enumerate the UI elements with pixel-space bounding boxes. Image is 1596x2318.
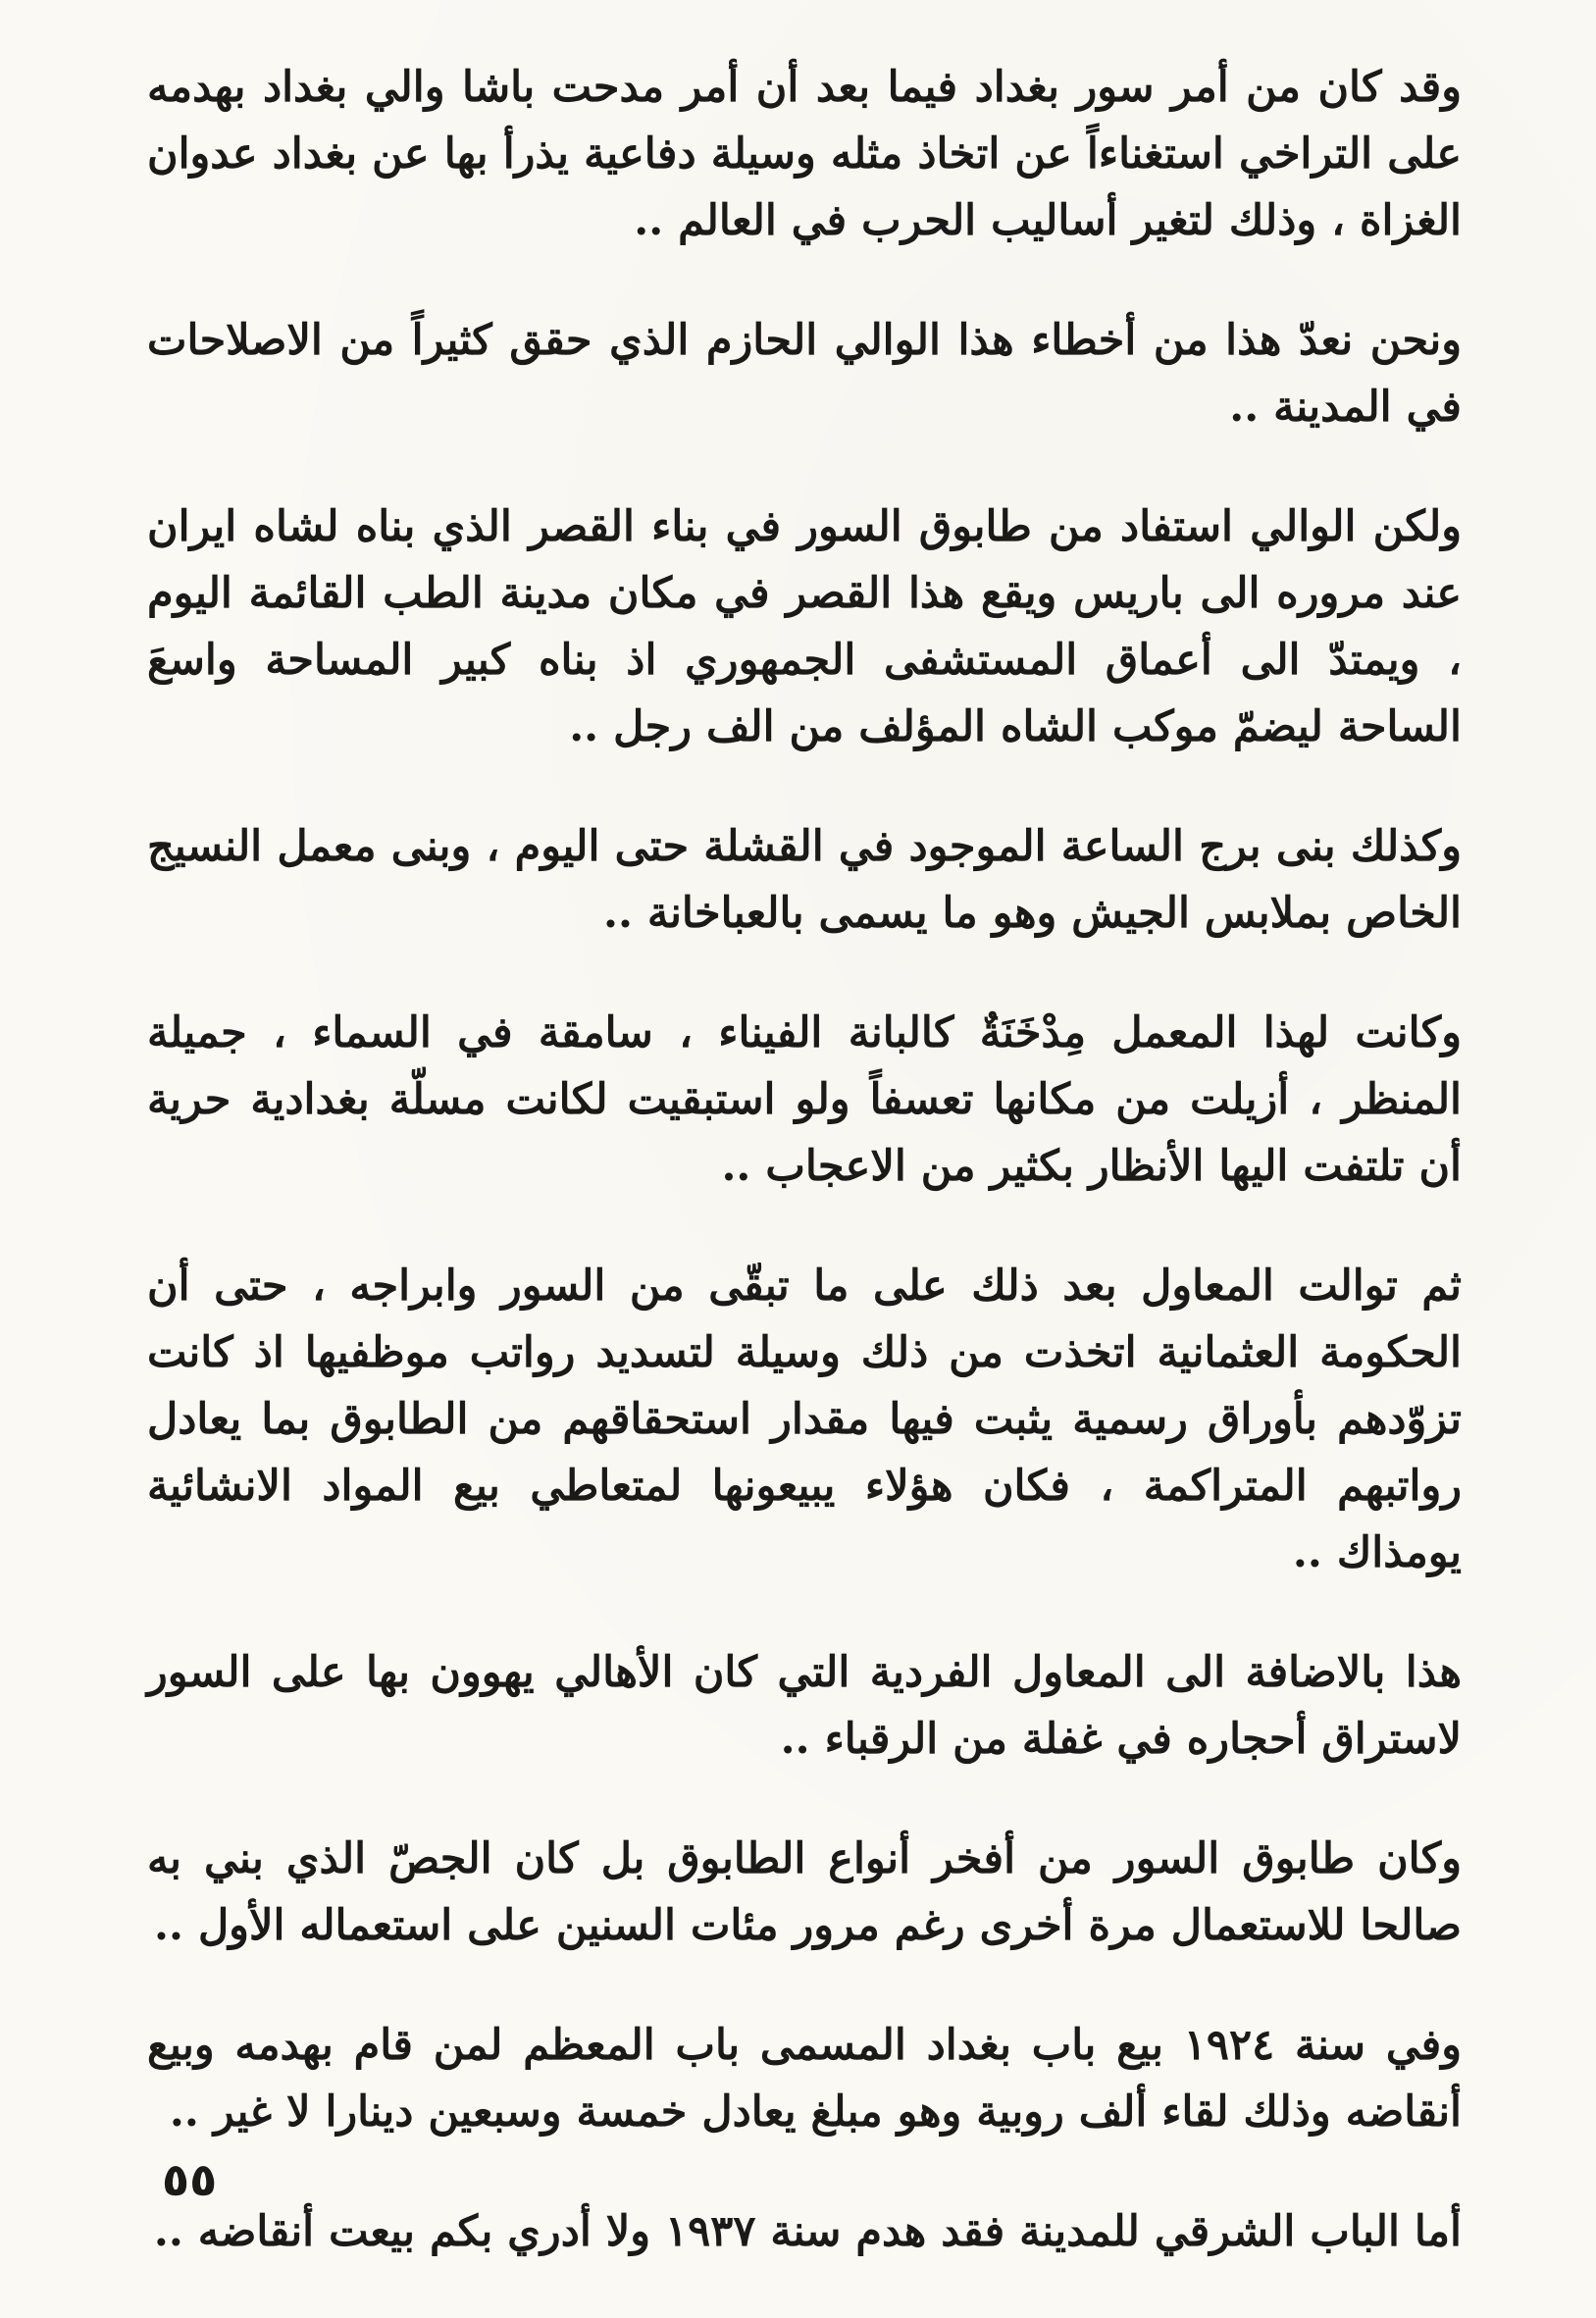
paragraph: وكذلك بنى برج الساعة الموجود في القشلة حتى اليوم ، وبنى معمل النسيج الخاص بملابس الجيش وهو ما يسمى بالعباخانة ..	[147, 822, 1462, 938]
paragraph: ثم توالت المعاول بعد ذلك على ما تبقّى من السور وابراجه ، حتى أن الحكومة العثمانية اتخذت من ذلك وسيلة لتسديد رواتب موظفيها اذ كانت تزوّدهم بأوراق رسمية يثبت فيها مقدار استحقاقهم من الطابوق بما يعادل رواتبهم المتراكمة ، فكان هؤلاء يبيعونها لمتعاطي بيع المواد الانشائية يومذاك ..	[147, 1262, 1462, 1577]
paragraph: أما الباب الشرقي للمدينة فقد هدم سنة ١٩٣٧ ولا أدري بكم بيعت أنقاضه ..	[153, 2207, 1462, 2256]
paragraph: ولكن الوالي استفاد من طابوق السور في بناء القصر الذي بناه لشاه ايران عند مروره الى باريس ويقع هذا القصر في مكان مدينة الطب القائمة اليوم ، ويمتدّ الى أعماق المستشفى الجمهوري اذ بناه كبير المساحة واسعَ الساحة ليضمّ موكب الشاه المؤلف من الف رجل ..	[147, 502, 1462, 751]
paragraph: هذا بالاضافة الى المعاول الفردية التي كان الأهالي يهوون بها على السور لاستراق أحجاره في غفلة من الرقباء ..	[147, 1648, 1462, 1764]
paragraph: وكان طابوق السور من أفخر أنواع الطابوق بل كان الجصّ الذي بني به صالحا للاستعمال مرة أخرى رغم مرور مئات السنين على استعماله الأول ..	[147, 1834, 1462, 1950]
page-number: ٥٥	[162, 2153, 218, 2206]
body-text	[147, 54, 1462, 2318]
paragraph: وكانت لهذا المعمل مِدْخَنَةٌ كالبانة الفيناء ، سامقة في السماء ، جميلة المنظر ، أزيلت من مكانها تعسفاً ولو استبقيت لكانت مسلّة بغدادية حرية أن تلتفت اليها الأنظار بكثير من الاعجاب ..	[147, 1008, 1462, 1191]
paragraph: وقد كان من أمر سور بغداد فيما بعد أن أمر مدحت باشا والي بغداد بهدمه على التراخي استغناءاً عن اتخاذ مثله وسيلة دفاعية يذرأ بها عن بغداد عدوان الغزاة ، وذلك لتغير أساليب الحرب في العالم ..	[147, 63, 1462, 245]
paragraph: وفي سنة ١٩٢٤ بيع باب بغداد المسمى باب المعظم لمن قام بهدمه وبيع أنقاضه وذلك لقاء ألف روبية وهو مبلغ يعادل خمسة وسبعين دينارا لا غير ..	[147, 2021, 1462, 2137]
paragraph: ونحن نعدّ هذا من أخطاء هذا الوالي الحازم الذي حقق كثيراً من الاصلاحات في المدينة ..	[147, 316, 1462, 432]
